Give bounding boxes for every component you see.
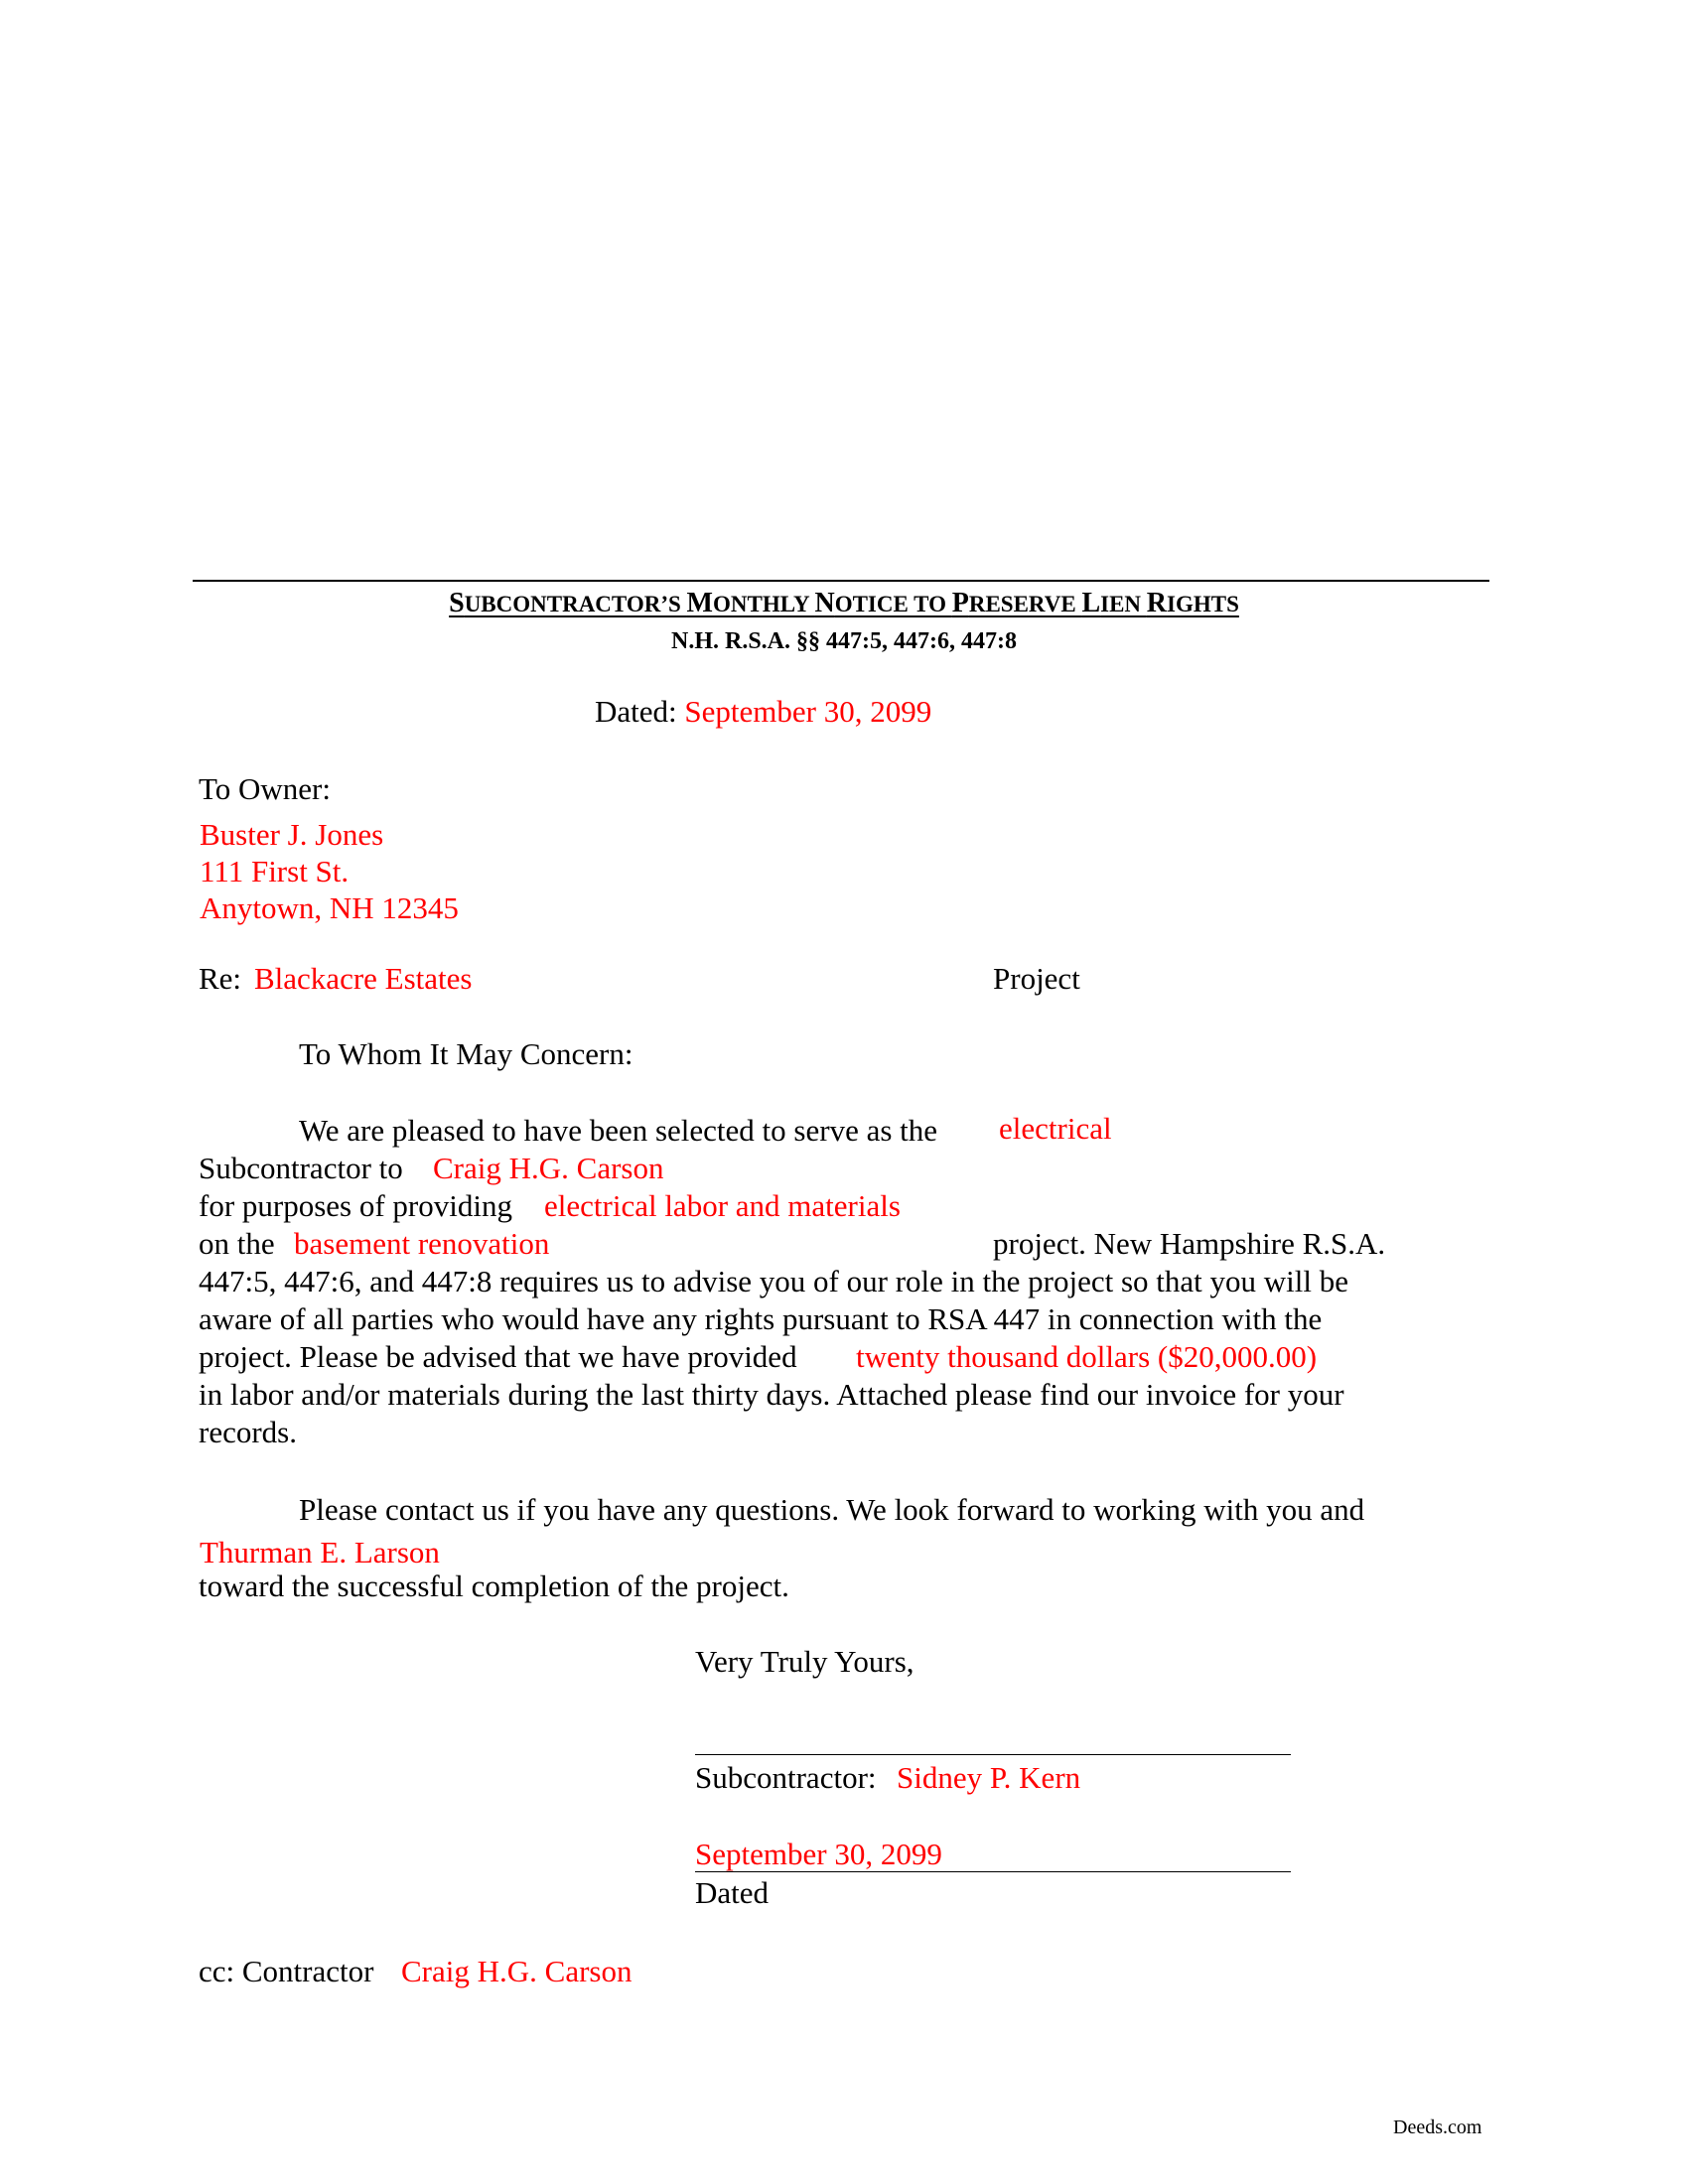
title-rest: IEN xyxy=(1100,592,1147,616)
footer-brand: Deeds.com xyxy=(1393,2116,1482,2138)
title-cap: P xyxy=(951,588,969,618)
title-cap: S xyxy=(449,588,465,618)
closing-line-3: toward the successful completion of the project. xyxy=(199,1569,789,1603)
dated-value: September 30, 2099 xyxy=(684,694,932,729)
title-cap: R xyxy=(1146,588,1168,618)
document-title xyxy=(0,590,1688,617)
signature-date: September 30, 2099 xyxy=(695,1837,942,1871)
contractor-field: Craig H.G. Carson xyxy=(433,1151,664,1185)
title-rest: RESERVE xyxy=(968,592,1082,616)
owner-label: To Owner: xyxy=(199,771,331,806)
closing-name-field: Thurman E. Larson xyxy=(200,1535,440,1570)
owner-street: 111 First St. xyxy=(200,854,350,888)
owner-city: Anytown, NH 12345 xyxy=(200,890,459,925)
re-project-suffix: Project xyxy=(993,961,1080,996)
body-line-6: aware of all parties who would have any rights pursuant to RSA 447 in connection with the xyxy=(199,1301,1323,1336)
body-line-5: 447:5, 447:6, and 447:8 requires us to advise you of our role in the project so that you will be xyxy=(199,1264,1348,1298)
title-cap: M xyxy=(686,588,713,618)
body-line-9: records. xyxy=(199,1415,297,1449)
date-label: Dated xyxy=(695,1875,770,1910)
salutation: To Whom It May Concern: xyxy=(299,1036,633,1071)
title-cap: N xyxy=(814,588,835,618)
body-line-7: project. Please be advised that we have provided xyxy=(199,1339,797,1374)
title-rest: IGHTS xyxy=(1167,592,1239,616)
body-line-1: We are pleased to have been selected to serve as the xyxy=(299,1113,938,1148)
body-line-2: Subcontractor to xyxy=(199,1151,403,1185)
owner-name: Buster J. Jones xyxy=(200,817,384,852)
amount-field: twenty thousand dollars ($20,000.00) xyxy=(856,1339,1318,1374)
re-project-name: Blackacre Estates xyxy=(254,961,473,996)
trade-field: electrical xyxy=(999,1111,1112,1146)
cc-contractor-name: Craig H.G. Carson xyxy=(401,1954,633,1988)
closing-line-1: Please contact us if you have any questions. We look forward to working with you and xyxy=(299,1492,1365,1527)
title-rest: UBCONTRACTOR’S xyxy=(464,592,687,616)
header-rule xyxy=(193,580,1489,582)
title-rest: ONTHLY xyxy=(712,592,815,616)
title-cap: L xyxy=(1081,588,1101,618)
project-desc-field: basement renovation xyxy=(294,1226,550,1261)
re-label: Re: xyxy=(199,961,242,996)
body-line-4-tail: project. New Hampshire R.S.A. xyxy=(993,1226,1386,1261)
date-line xyxy=(695,1871,1291,1872)
body-line-4: on the xyxy=(199,1226,275,1261)
work-field: electrical labor and materials xyxy=(544,1188,901,1223)
signature-line xyxy=(695,1754,1291,1755)
title-rest: OTICE TO xyxy=(834,592,952,616)
closing-salutation: Very Truly Yours, xyxy=(695,1644,914,1679)
statute-reference: N.H. R.S.A. §§ 447:5, 447:6, 447:8 xyxy=(671,628,1017,654)
subcontractor-label: Subcontractor: xyxy=(695,1760,877,1795)
dated-label: Dated: xyxy=(595,694,677,729)
body-line-3: for purposes of providing xyxy=(199,1188,512,1223)
subcontractor-name: Sidney P. Kern xyxy=(897,1760,1081,1795)
body-line-8: in labor and/or materials during the last thirty days. Attached please find our invoice for your xyxy=(199,1377,1344,1412)
cc-label: cc: Contractor xyxy=(199,1954,374,1988)
dated-line xyxy=(595,696,931,727)
